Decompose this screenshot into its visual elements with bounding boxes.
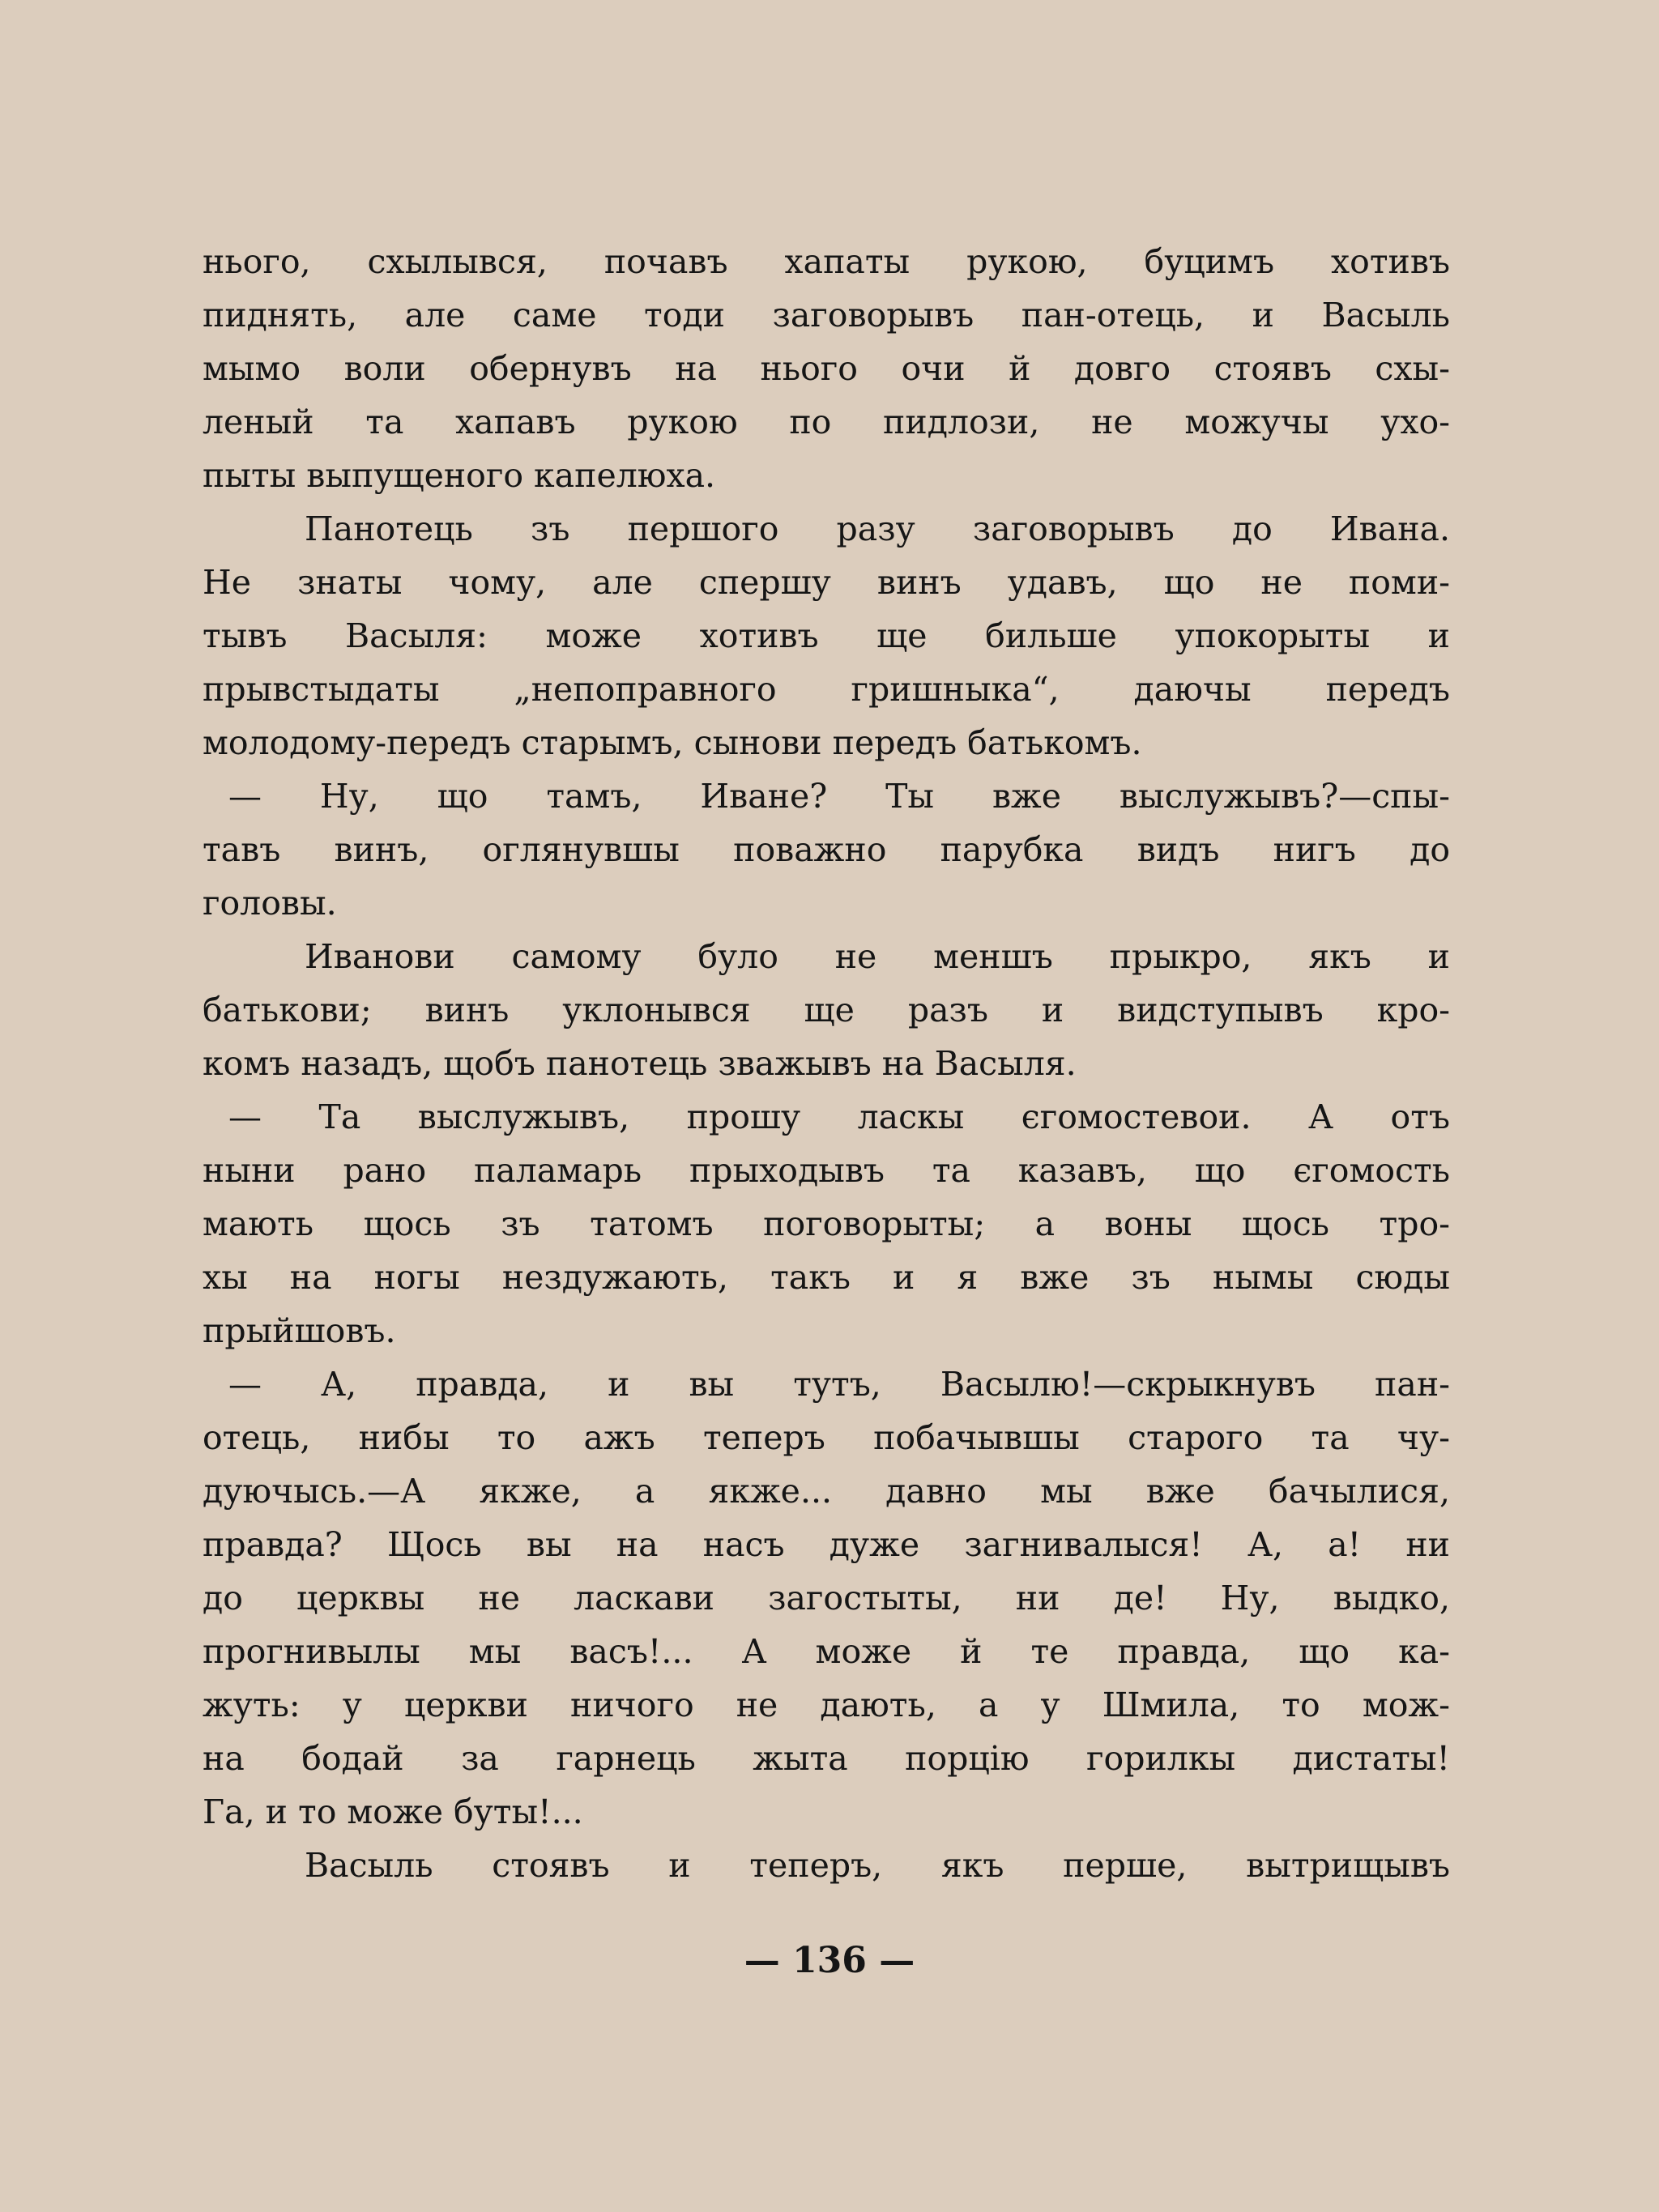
text-line: Га, и то може буты!... — [203, 1792, 583, 1831]
body-text — [203, 235, 1450, 1892]
text-line: на бодай за гарнець жыта порцію горилкы дистаты! — [203, 1739, 1450, 1778]
text-line: хы на ногы нездужають, такъ и я вже зъ нымы сюды — [203, 1258, 1450, 1297]
text-line: нього, схылывся, почавъ хапаты рукою, буцимъ хотивъ — [203, 242, 1450, 281]
text-line: — Та выслужывъ, прошу ласкы єгомостевои. А отъ — [228, 1097, 1450, 1136]
text-line: жуть: у церкви ничого не дають, а у Шмила, то мож- — [203, 1686, 1450, 1724]
text-line: прогнивылы мы васъ!... А може й те правда, що ка- — [203, 1632, 1450, 1671]
text-line: прывстыдаты „непоправного гришныка“, даючы передъ — [203, 670, 1450, 709]
text-line: ныни рано паламарь прыходывъ та казавъ, що єгомость — [203, 1151, 1450, 1190]
text-line: Васыль стоявъ и теперъ, якъ перше, вытрищывъ — [305, 1846, 1450, 1885]
text-line: пиднять, але саме тоди заговорывъ пан-отець, и Васыль — [203, 296, 1450, 335]
text-line: комъ назадъ, щобъ панотець зважывъ на Васыля. — [203, 1044, 1077, 1083]
text-line: головы. — [203, 884, 337, 923]
text-line: дуючысь.—А якже, а якже... давно мы вже бачылися, — [203, 1472, 1450, 1511]
text-line: до церквы не ласкави загостыты, ни де! Ну, выдко, — [203, 1579, 1450, 1617]
text-line: тавъ винъ, оглянувшы поважно парубка видъ нигъ до — [203, 830, 1450, 869]
text-line: молодому-передъ старымъ, сынови передъ батькомъ. — [203, 723, 1142, 762]
page-number: — 136 — — [744, 1940, 915, 1981]
text-line: — А, правда, и вы тутъ, Васылю!—скрыкнувъ пан- — [228, 1365, 1450, 1404]
text-line: прыйшовъ. — [203, 1311, 396, 1350]
text-line: тывъ Васыля: може хотивъ ще бильше упокорыты и — [203, 616, 1450, 655]
text-line: Иванови самому було не меншъ прыкро, якъ и — [305, 937, 1450, 976]
text-line: отець, нибы то ажъ теперъ побачывшы старого та чу- — [203, 1418, 1450, 1457]
text-line: правда? Щось вы на насъ дуже загнивалыся! А, а! ни — [203, 1525, 1450, 1564]
text-line: Не знаты чому, але спершу винъ удавъ, що не поми- — [203, 563, 1450, 602]
text-line: Панотець зъ першого разу заговорывъ до Ивана. — [305, 509, 1450, 548]
text-line: пыты выпущеного капелюха. — [203, 456, 716, 495]
text-line: — Ну, що тамъ, Иване? Ты вже выслужывъ?—спы- — [228, 777, 1450, 816]
text-line: леный та хапавъ рукою по пидлози, не можучы ухо- — [203, 403, 1450, 441]
text-line: батькови; винъ уклонывся ще разъ и видступывъ кро- — [203, 991, 1450, 1029]
text-line: мымо воли обернувъ на нього очи й довго стоявъ схы- — [203, 349, 1450, 388]
text-line: мають щось зъ татомъ поговорыты; а воны щось тро- — [203, 1204, 1450, 1243]
